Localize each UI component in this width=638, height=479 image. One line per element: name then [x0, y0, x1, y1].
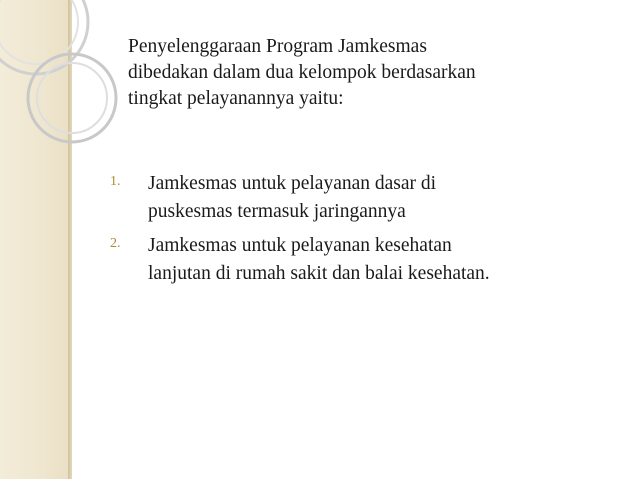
- list-item-line: puskesmas termasuk jaringannya: [148, 201, 406, 222]
- list-item-line: Jamkesmas untuk pelayanan kesehatan: [148, 235, 452, 256]
- numbered-list: [108, 170, 608, 294]
- list-item-line: lanjutan di rumah sakit dan balai kesehatan.: [148, 263, 490, 284]
- intro-line: Penyelenggaraan Program Jamkesmas: [128, 36, 427, 57]
- list-item: [108, 170, 608, 226]
- intro-line: dibedakan dalam dua kelompok berdasarkan: [128, 62, 476, 83]
- intro-paragraph: [128, 34, 608, 112]
- list-item: [108, 232, 608, 288]
- intro-line: tingkat pelayanannya yaitu:: [128, 88, 344, 109]
- list-item-line: Jamkesmas untuk pelayanan dasar di: [148, 173, 437, 194]
- list-item-number: 1.: [110, 174, 121, 189]
- list-item-number: 2.: [110, 236, 121, 251]
